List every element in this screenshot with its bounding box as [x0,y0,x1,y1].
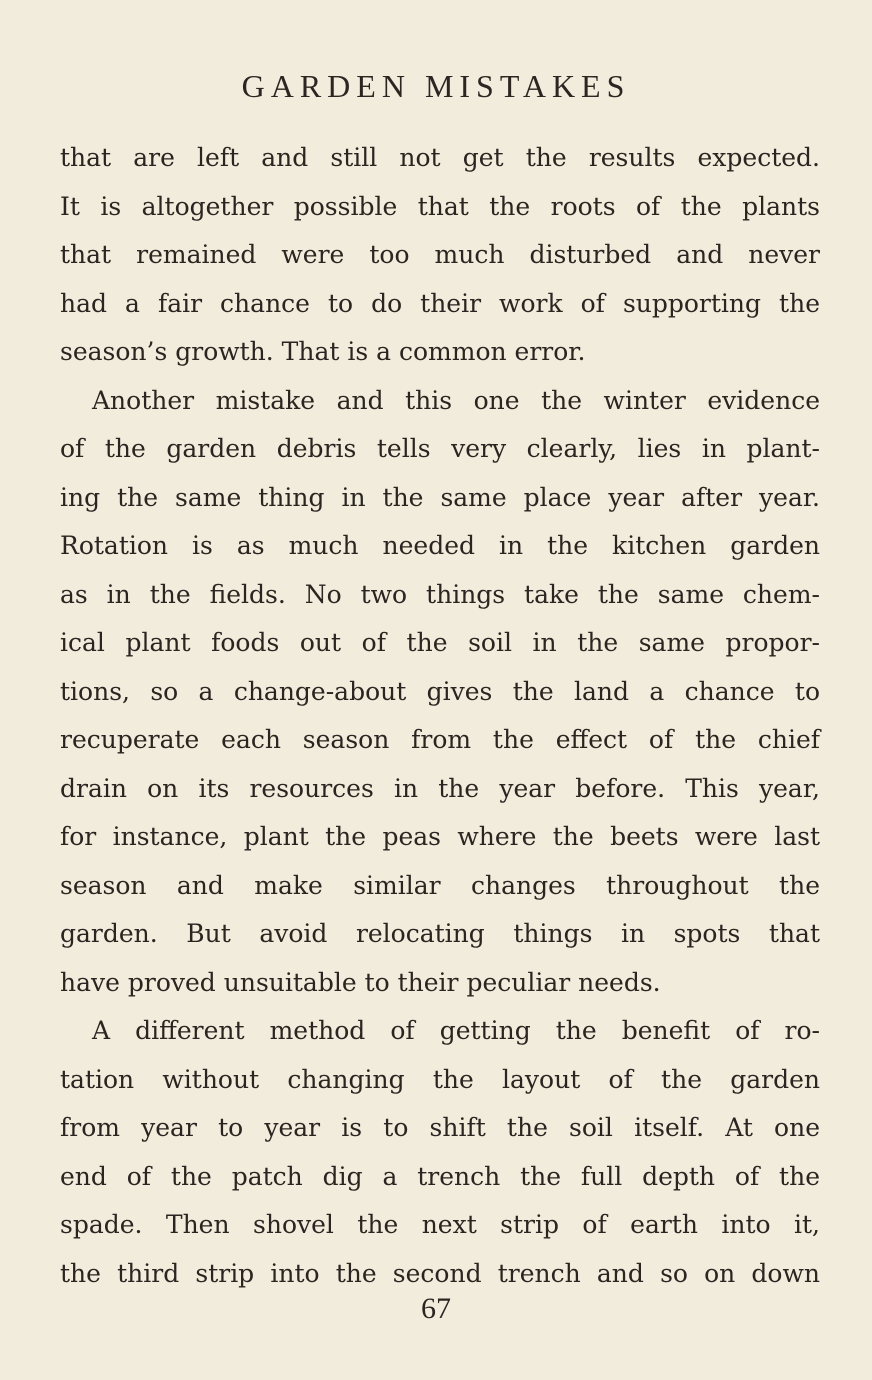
text-line: It is altogether possible that the roots of the plants [60,191,820,221]
text-line: ical plant foods out of the soil in the same propor- [60,628,820,657]
text-line: garden. But avoid relocating things in spots that [60,919,820,948]
text-line: the third strip into the second trench and so on down [60,1258,820,1288]
text-line: end of the patch dig a trench the full depth of the [60,1161,820,1191]
text-line: Rotation is as much needed in the kitchen garden [60,531,820,560]
text-line: season’s growth. That is a common error. [60,337,586,366]
text-line: Another mistake and this one the winter evidence [92,385,820,415]
text-line: of the garden debris tells very clearly, lies in plant- [60,434,820,463]
text-line: had a fair chance to do their work of supporting the [60,288,820,318]
text-line: tions, so a change-about gives the land a chance to [60,676,820,706]
text-line: drain on its resources in the year before. This year, [60,773,820,803]
text-line: spade. Then shovel the next strip of earth into it, [60,1210,820,1239]
text-line: A different method of getting the benefit of ro- [92,1016,820,1045]
text-line: for instance, plant the peas where the beets were last [60,822,820,851]
text-line: that are left and still not get the results expected. [60,143,820,172]
text-line: that remained were too much disturbed and never [60,240,820,269]
body-text [60,134,820,1298]
running-head: GARDEN MISTAKES [241,68,631,104]
text-line: tation without changing the layout of the garden [60,1064,820,1094]
text-line: as in the fields. No two things take the same chem- [60,579,820,609]
text-line: season and make similar changes throughout the [60,870,820,900]
text-line: recuperate each season from the effect of the chief [60,725,820,754]
page-number: 67 [421,1292,451,1325]
text-line: from year to year is to shift the soil itself. At one [60,1113,820,1142]
text-line: ing the same thing in the same place year after year. [60,482,820,512]
text-line: have proved unsuitable to their peculiar needs. [60,967,661,997]
